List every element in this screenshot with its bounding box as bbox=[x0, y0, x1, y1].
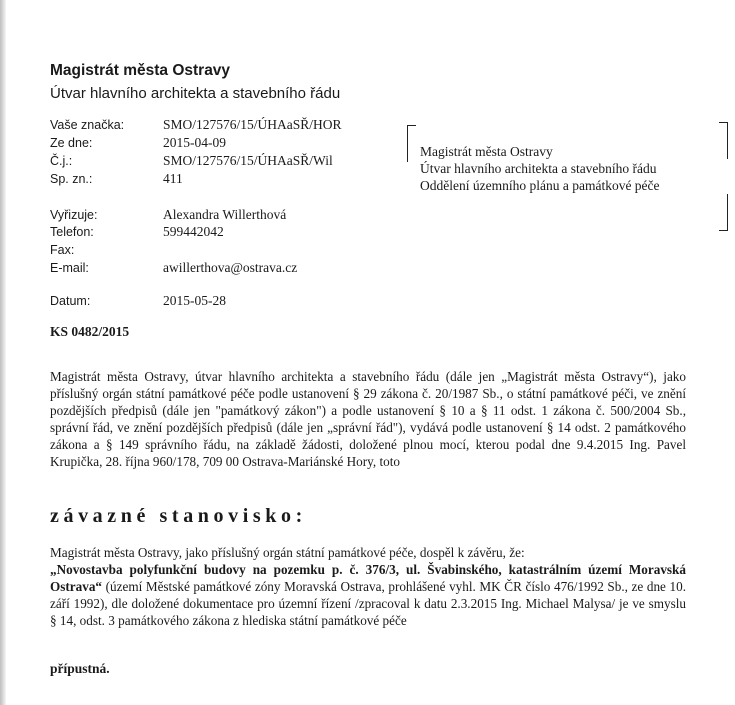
decision-heading: závazné stanovisko: bbox=[50, 505, 307, 527]
recipient-line-1: Magistrát města Ostravy bbox=[420, 144, 553, 159]
decision-paragraph bbox=[50, 544, 686, 629]
address-window-mark-top-left bbox=[407, 125, 416, 162]
reference-number-label: Č.j.: bbox=[50, 154, 73, 168]
file-mark-label: Sp. zn.: bbox=[50, 172, 93, 186]
decision-text bbox=[50, 561, 686, 629]
issuer-department: Útvar hlavního architekta a stavebního řádu bbox=[50, 85, 341, 102]
email-label: E-mail: bbox=[50, 261, 89, 275]
address-window-mark-top-right bbox=[719, 122, 728, 159]
address-window-mark-bottom-right bbox=[719, 194, 728, 231]
intro-text: Magistrát města Ostravy, útvar hlavního architekta a stavebního řádu (dále jen „Magistrát města Ostravy“), jako příslušný orgán státní památkové péče podle ustanovení § 29 zákona č. 20/1987 Sb., o státní památkové péči, ve znění pozdějších předpisů (dále jen "památkový zákon") a podle ustanovení § 10 a § 11 odst. 1 zákona č. 500/2004 Sb., správní řád, ve znění pozdějších předpisů (dále jen „správní řád"), vydává podle ustanovení § 14 odst. 2 památkového zákona a § 149 správního řádu, na základě žádosti, doložené plnou mocí, kterou podal dne 9.4.2015 Ing. Pavel Krupička, 28. října 960/178, 709 00 Ostrava-Mariánské Hory, toto bbox=[50, 369, 686, 469]
date-value: 2015-05-28 bbox=[163, 293, 226, 308]
scan-edge bbox=[0, 0, 6, 705]
email-value: awillerthova@ostrava.cz bbox=[163, 260, 298, 275]
handled-by-value: Alexandra Willerthová bbox=[163, 207, 287, 222]
decision-verdict: přípustná. bbox=[50, 661, 110, 676]
phone-value: 599442042 bbox=[163, 224, 224, 239]
issuer-name: Magistrát města Ostravy bbox=[50, 62, 231, 79]
project-name: „Novostavba polyfunkční budovy na pozemku p. č. 376/3, ul. Švabinského, katastrálním území Moravská Ostrava“ bbox=[50, 562, 686, 594]
recipient-line-2: Útvar hlavního architekta a stavebního řádu bbox=[420, 161, 657, 176]
handled-by-label: Vyřizuje: bbox=[50, 208, 98, 222]
your-ref-value: SMO/127576/15/ÚHAaSŘ/HOR bbox=[163, 117, 342, 132]
case-reference: KS 0482/2015 bbox=[50, 324, 130, 339]
date-of-value: 2015-04-09 bbox=[163, 135, 226, 150]
date-label: Datum: bbox=[50, 294, 91, 308]
fax-label: Fax: bbox=[50, 243, 75, 257]
phone-label: Telefon: bbox=[50, 225, 94, 239]
your-ref-label: Vaše značka: bbox=[50, 118, 125, 132]
date-of-label: Ze dne: bbox=[50, 136, 93, 150]
reference-number-value: SMO/127576/15/ÚHAaSŘ/Wil bbox=[163, 153, 333, 168]
decision-lead: Magistrát města Ostravy, jako příslušný orgán státní památkové péče, dospěl k závěru, že: bbox=[50, 545, 525, 560]
project-details: (území Městské památkové zóny Moravská Ostrava, prohlášené vyhl. MK ČR číslo 476/1992 Sb., ze dne 10. září 1992), dle doložené dokumentace pro územní řízení /zpracoval k datu 2.3.2015 Ing. Michael Malysa/ je ve smyslu § 14, odst. 3 památkového zákona z hlediska státní památkové péče bbox=[50, 579, 686, 628]
recipient-line-3: Oddělení územního plánu a památkové péče bbox=[420, 178, 660, 193]
file-mark-value: 411 bbox=[163, 171, 183, 186]
intro-paragraph bbox=[50, 368, 686, 470]
